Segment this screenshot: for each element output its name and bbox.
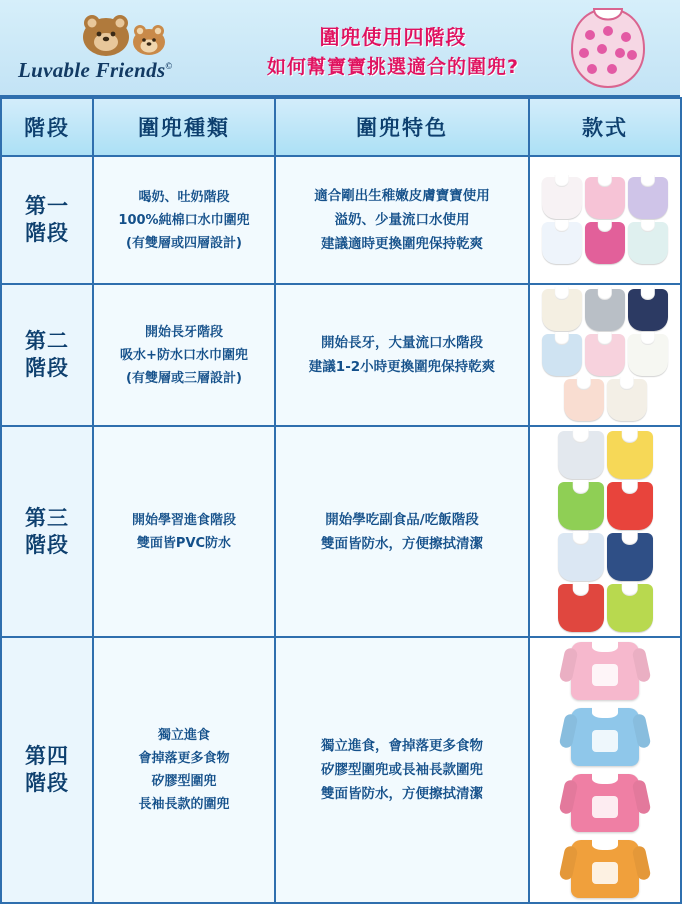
stage-1-line1: 第一 (25, 194, 69, 218)
bib-red-cherry-icon (607, 482, 653, 530)
bib-navy-dot-icon (607, 533, 653, 581)
bib-peach-icon (564, 379, 604, 421)
stage-3-line2: 階段 (25, 532, 69, 557)
bib-white-pink-icon (542, 177, 582, 219)
bib-feature-4-line3: 雙面皆防水，方便擦拭清潔 (321, 786, 483, 802)
table-row (1, 156, 681, 284)
brand-name-text: Luvable Friends (18, 58, 166, 82)
bib-white-tree-icon (628, 334, 668, 376)
bib-feature-4-line2: 矽膠型圍兜或長袖長款圍兜 (321, 762, 483, 778)
bib-white-blue-icon (542, 222, 582, 264)
bib-type-4-line4: 長袖長款的圍兜 (138, 797, 230, 812)
bib-green-apple-icon (558, 482, 604, 530)
stage-label-1 (1, 156, 93, 284)
page-title-line1: 圍兜使用四階段 (319, 25, 467, 49)
bib-type-3-line2: 雙面皆PVC防水 (136, 535, 232, 551)
bib-type-2 (93, 284, 275, 426)
bib-feature-4-line1: 獨立進食，會掉落更多食物 (321, 738, 483, 754)
table-row (1, 426, 681, 637)
bib-type-1-line2: 100%純棉口水巾圍兜 (118, 212, 250, 228)
table-row (1, 637, 681, 903)
bib-styles-4 (529, 637, 681, 903)
bib-type-2-line3: (有雙層或三層設計) (126, 370, 242, 386)
bib-stripe-grey-icon (558, 431, 604, 479)
column-header-type: 圍兜種類 (93, 98, 275, 156)
stage-4-line1: 第四 (25, 744, 69, 768)
table-header-row (1, 98, 681, 156)
bib-feature-1-line2: 溢奶、少量流口水使用 (334, 212, 470, 228)
smock-blue-bottle-icon (571, 708, 639, 766)
bib-red-fruit-icon (558, 584, 604, 632)
bib-feature-1-line1: 適合剛出生稚嫩皮膚寶寶使用 (314, 188, 490, 204)
stage-label-2 (1, 284, 93, 426)
polka-dot-bib-icon (564, 5, 652, 91)
stage-label-3 (1, 426, 93, 637)
column-header-stage: 階段 (1, 98, 93, 156)
bib-feature-2 (275, 284, 529, 426)
bib-styles-1 (529, 156, 681, 284)
stage-2-line2: 階段 (25, 356, 69, 380)
page-title-line2: 如何幫寶寶挑選適合的圍兜? (266, 56, 520, 78)
column-header-styles: 款式 (529, 98, 681, 156)
bib-type-1-line3: (有雙層或四層設計) (126, 235, 242, 251)
brand-name (18, 58, 172, 83)
stage-4-line2: 階段 (25, 771, 69, 795)
bib-feature-1 (275, 156, 529, 284)
stage-2-line1: 第二 (25, 329, 69, 353)
bib-feature-3 (275, 426, 529, 637)
bib-grey-icon (585, 289, 625, 331)
bib-feature-3-line1: 開始學吃副食品/吃飯階段 (325, 511, 479, 528)
bib-type-3-line1: 開始學習進食階段 (131, 512, 236, 528)
bib-styles-2 (529, 284, 681, 426)
bib-mint-icon (628, 222, 668, 264)
column-header-features: 圍兜特色 (275, 98, 529, 156)
bib-yellow-car-icon (607, 431, 653, 479)
bib-lime-leaf-icon (607, 584, 653, 632)
registered-mark: © (165, 61, 173, 71)
page-title (228, 22, 558, 82)
bib-feature-2-line2: 建議1-2小時更換圍兜保持乾爽 (308, 359, 496, 375)
bib-lightblue-icon (542, 334, 582, 376)
smock-orange-fruit-icon (571, 840, 639, 898)
bib-feature-1-line3: 建議適時更換圍兜保持乾爽 (321, 236, 483, 252)
bib-feature-4 (275, 637, 529, 903)
bib-pink-stripe-icon (585, 334, 625, 376)
smock-pink-elephant-icon (571, 642, 639, 700)
stage-label-4 (1, 637, 93, 903)
bib-type-1 (93, 156, 275, 284)
table-row (1, 284, 681, 426)
stage-3-line1: 第三 (25, 505, 69, 530)
smock-rose-heart-icon (571, 774, 639, 832)
brand-logo (10, 6, 225, 92)
header-banner (0, 0, 680, 97)
bib-type-4 (93, 637, 275, 903)
bib-navy-icon (628, 289, 668, 331)
bib-styles-3 (529, 426, 681, 637)
bib-lavender-icon (628, 177, 668, 219)
bib-feature-2-line1: 開始長牙，大量流口水階段 (321, 335, 483, 351)
bib-feature-3-line2: 雙面皆防水，方便擦拭清潔 (321, 535, 483, 552)
bib-magenta-icon (585, 222, 625, 264)
bib-cream-print-icon (542, 289, 582, 331)
bib-type-1-line1: 喝奶、吐奶階段 (138, 189, 230, 205)
bib-ivory-icon (607, 379, 647, 421)
bear-logo-icon (72, 10, 168, 60)
bib-type-4-line1: 獨立進食 (157, 728, 210, 743)
bib-type-2-line2: 吸水+防水口水巾圍兜 (120, 347, 248, 363)
bib-pink-icon (585, 177, 625, 219)
bib-stripe-blue-icon (558, 533, 604, 581)
stage-1-line2: 階段 (25, 221, 69, 245)
bib-type-3 (93, 426, 275, 637)
bib-type-2-line1: 開始長牙階段 (144, 324, 223, 340)
bib-type-4-line2: 會掉落更多食物 (138, 751, 230, 766)
stage-comparison-table (0, 97, 682, 904)
bib-type-4-line3: 矽膠型圍兜 (151, 774, 217, 789)
